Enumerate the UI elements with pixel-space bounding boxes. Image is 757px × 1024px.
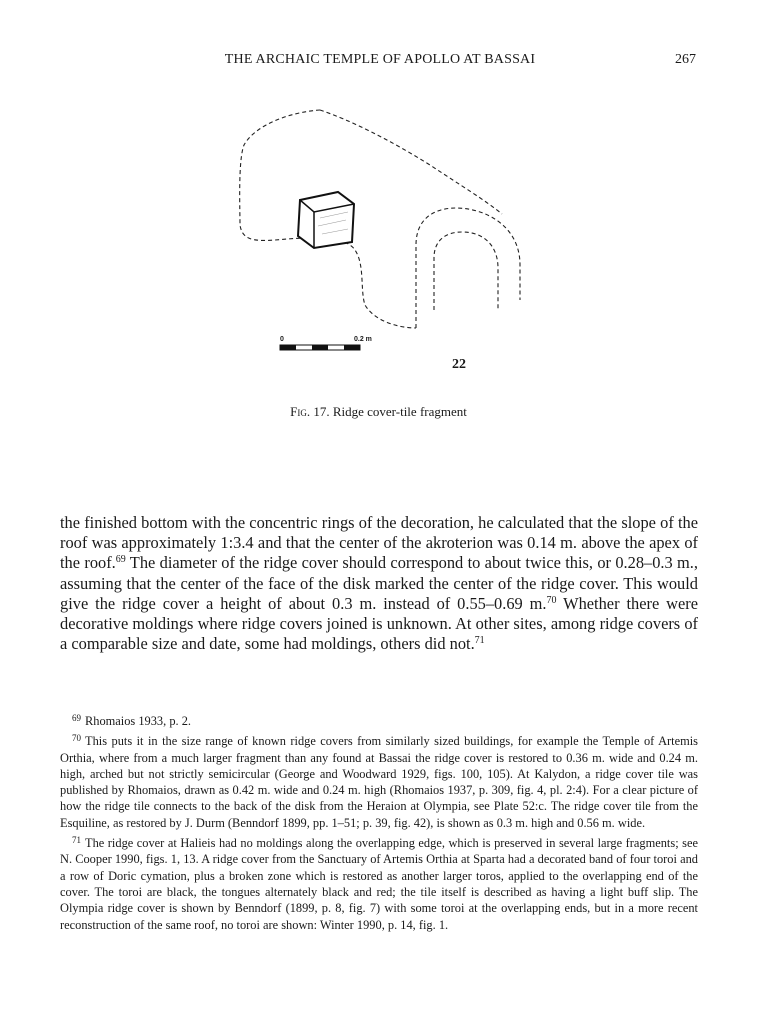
scale-label-start: 0	[280, 336, 284, 343]
scale-bar	[280, 345, 360, 350]
footnote-text: This puts it in the size range of known ridge covers from similarly sized buildings, for example the Temple of Artemis Orthia, where from a much larger fragment than any found at Bassai the ridge cover is restored to 0.36 m. wide and 0.24 m. high, arched but not strictly semicircular (George and Woodward 1929, figs. 100, 105). At Kalydon, a ridge cover tile was published by Rhomaios, drawn as 0.42 m. wide and 0.24 m. high (Rhomaios 1937, p. 309, fig. 4, pl. 2:4). For a clear picture of how the ridge tile connects to the back of the disk from the Heraion at Olympia, see Plate 52:c. The ridge cover tile from the Esquiline, as restored by J. Durm (Benndorf 1899, pp. 1–51; p. 39, fig. 42), is shown as 0.3 m. high and 0.56 m. wide.	[60, 734, 698, 830]
footnote-ref-71[interactable]: 71	[474, 635, 485, 647]
body-paragraph	[60, 513, 698, 654]
footnote-ref-69[interactable]: 69	[115, 554, 126, 566]
caption-label: Fig. 17.	[290, 404, 330, 419]
page-number: 267	[675, 52, 696, 67]
body-text-1: the finished bottom with the concentric rings of the decoration, he calculated that the slope of the roof was approximately 1:3.4 and that the center of the akroterion was 0.14 m. above the apex of the roof.	[60, 513, 698, 573]
body-text-2: The diameter of the ridge cover should correspond to about twice this, or 0.28–0.3 m., assuming that the center of the face of the disk marked the center of the ridge cover. This would give the ridge cover a height of about 0.3 m. instead of 0.55–0.69 m.	[60, 553, 698, 613]
footnotes	[60, 710, 698, 934]
figure-drawing	[230, 100, 530, 380]
caption-text: Ridge cover-tile fragment	[332, 404, 467, 419]
scale-label-end: 0.2 m	[354, 336, 372, 343]
footnote-70	[60, 730, 698, 831]
running-title: THE ARCHAIC TEMPLE OF APOLLO AT BASSAI	[224, 52, 536, 67]
footnote-number: 69	[72, 713, 81, 723]
preserved-fragment	[298, 192, 354, 248]
footnote-71	[60, 832, 698, 933]
footnote-number: 70	[72, 733, 81, 744]
footnote-text: The ridge cover at Halieis had no moldings along the overlapping edge, which is preserved in several large fragments; see N. Cooper 1990, figs. 1, 13. A ridge cover from the Sanctuary of Artemis Orthia at Sparta had a decorated band of four toroi and a row of Doric cymation, plus a broken zone which is restored as another larger toros, applied to the overlapping end of the cover. The toroi are black, the tongues alternately black and red; the tile itself is described as having a light buff slip. The Olympia ridge cover is shown by Benndorf (1899, p. 8, fig. 7) with some toroi at the overlapping ends, but in a more recent reconstruction of the same roof, no toroi are shown: Winter 1990, p. 14, fig. 1.	[60, 836, 698, 932]
ridge-tile-drawing	[230, 100, 530, 380]
footnote-69	[60, 710, 698, 729]
figure-caption	[0, 404, 757, 420]
figure-number: 22	[452, 357, 466, 372]
arch-outer	[416, 208, 520, 328]
arch-inner	[434, 232, 498, 310]
body-text-3: Whether there were decorative moldings where ridge covers joined is unknown. At other sites, among ridge covers of a comparable size and date, some had moldings, others did not.	[60, 593, 698, 654]
footnote-text: Rhomaios 1933, p. 2.	[85, 714, 192, 728]
footnote-ref-70[interactable]: 70	[546, 594, 557, 606]
running-head	[60, 52, 700, 72]
footnote-number: 71	[72, 835, 81, 846]
